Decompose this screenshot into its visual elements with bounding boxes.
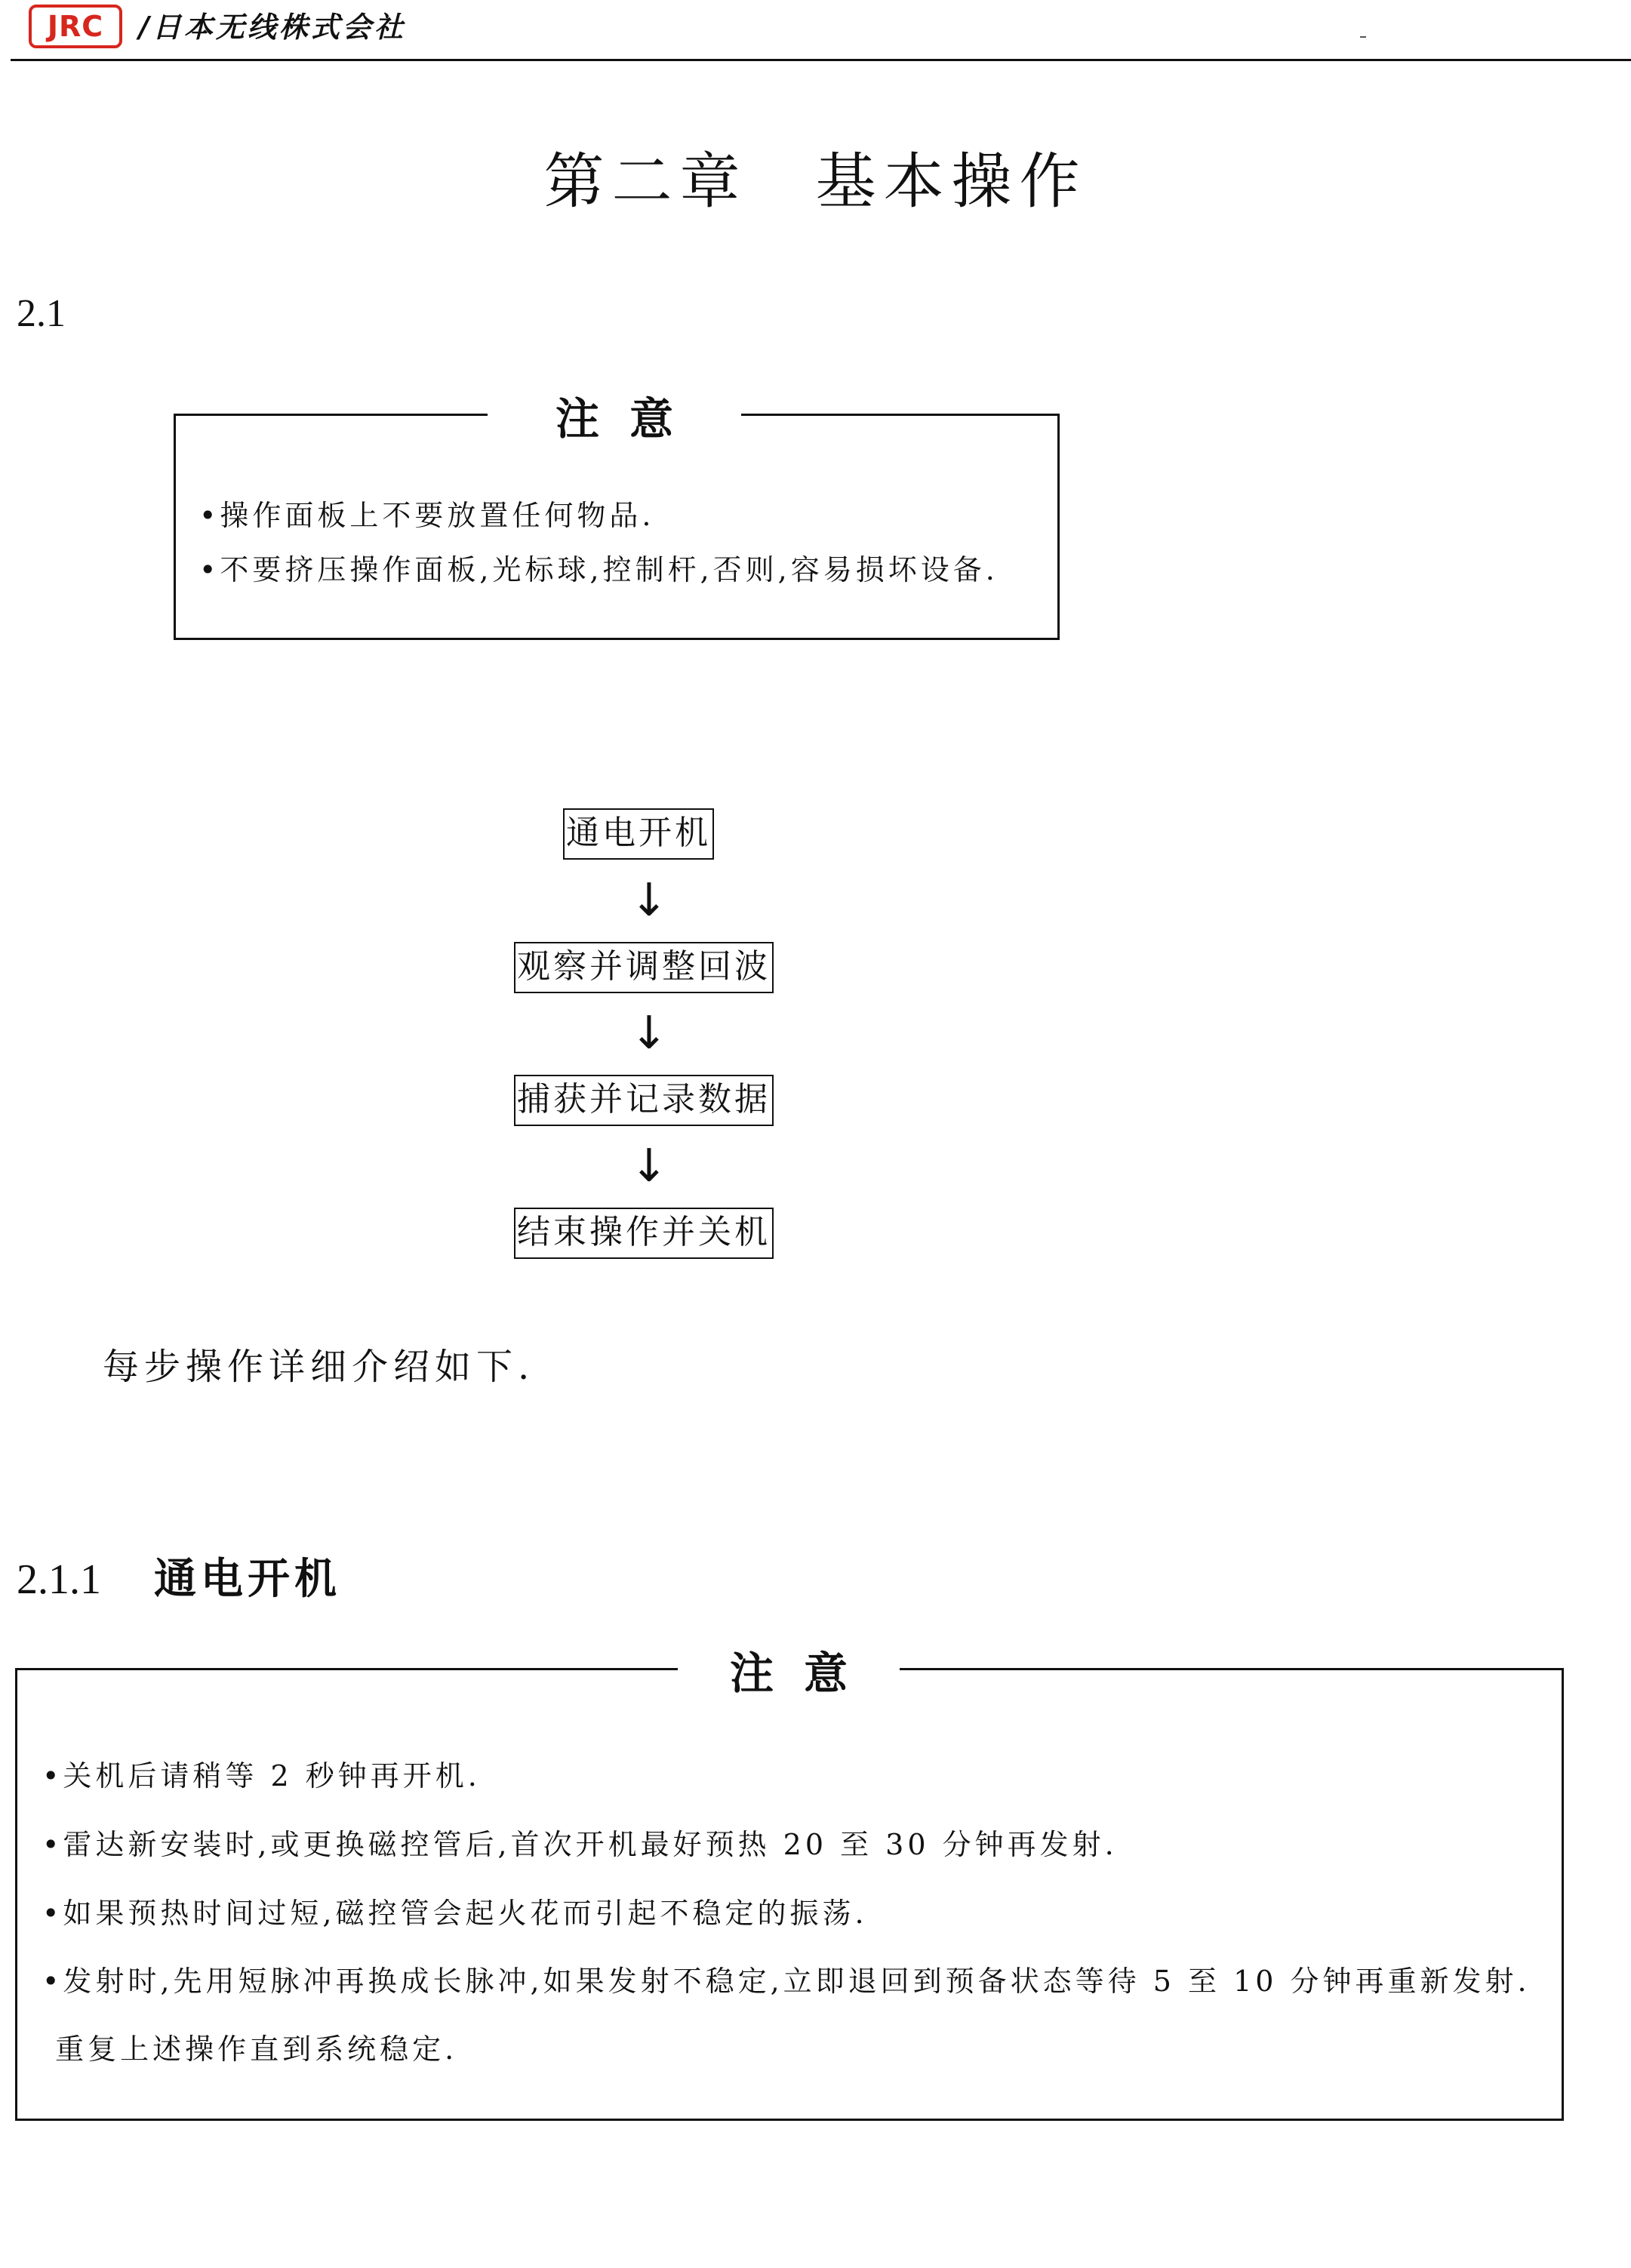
flow-step-shutdown: 结束操作并关机 xyxy=(514,1208,774,1259)
down-arrow-icon: ↓ xyxy=(629,1007,669,1060)
subsection-heading xyxy=(17,1546,341,1606)
notice-item: •如果预热时间过短,磁控管会起火花而引起不稳定的振荡. xyxy=(42,1897,868,1930)
section-number: 2.1 xyxy=(17,292,66,335)
notice-title: 注意 xyxy=(678,1647,900,1700)
notice-item: •发射时,先用短脉冲再换成长脉冲,如果发射不稳定,立即退回到预备状态等待 5 至 10 分钟再重新发射. xyxy=(42,1965,1531,1998)
header-mark xyxy=(1360,36,1366,38)
chapter-title: 第二章 基本操作 xyxy=(543,146,1088,217)
notice-item: •操作面板上不要放置任何物品. xyxy=(199,499,655,532)
flow-step-observe-echo: 观察并调整回波 xyxy=(514,942,774,993)
down-arrow-icon: ↓ xyxy=(629,1140,669,1192)
subsection-title: 通电开机 xyxy=(154,1554,341,1604)
down-arrow-icon: ↓ xyxy=(629,874,669,927)
notice-item: •不要挤压操作面板,光标球,控制杆,否则,容易损坏设备. xyxy=(199,553,999,586)
header-divider xyxy=(11,59,1631,61)
jrc-logo: JRC xyxy=(29,5,122,48)
flow-step-capture-data: 捕获并记录数据 xyxy=(514,1075,774,1126)
subsection-number: 2.1.1 xyxy=(17,1556,101,1603)
notice-item: 重复上述操作直到系统稳定. xyxy=(42,2033,458,2066)
notice-title: 注意 xyxy=(488,392,741,445)
flow-step-power-on: 通电开机 xyxy=(563,808,714,860)
company-name: /日本无线株式会社 xyxy=(139,11,406,44)
notice-item: •关机后请稍等 2 秒钟再开机. xyxy=(42,1759,481,1793)
notice-item: •雷达新安装时,或更换磁控管后,首次开机最好预热 20 至 30 分钟再发射. xyxy=(42,1828,1118,1861)
description-text: 每步操作详细介绍如下. xyxy=(103,1346,535,1388)
